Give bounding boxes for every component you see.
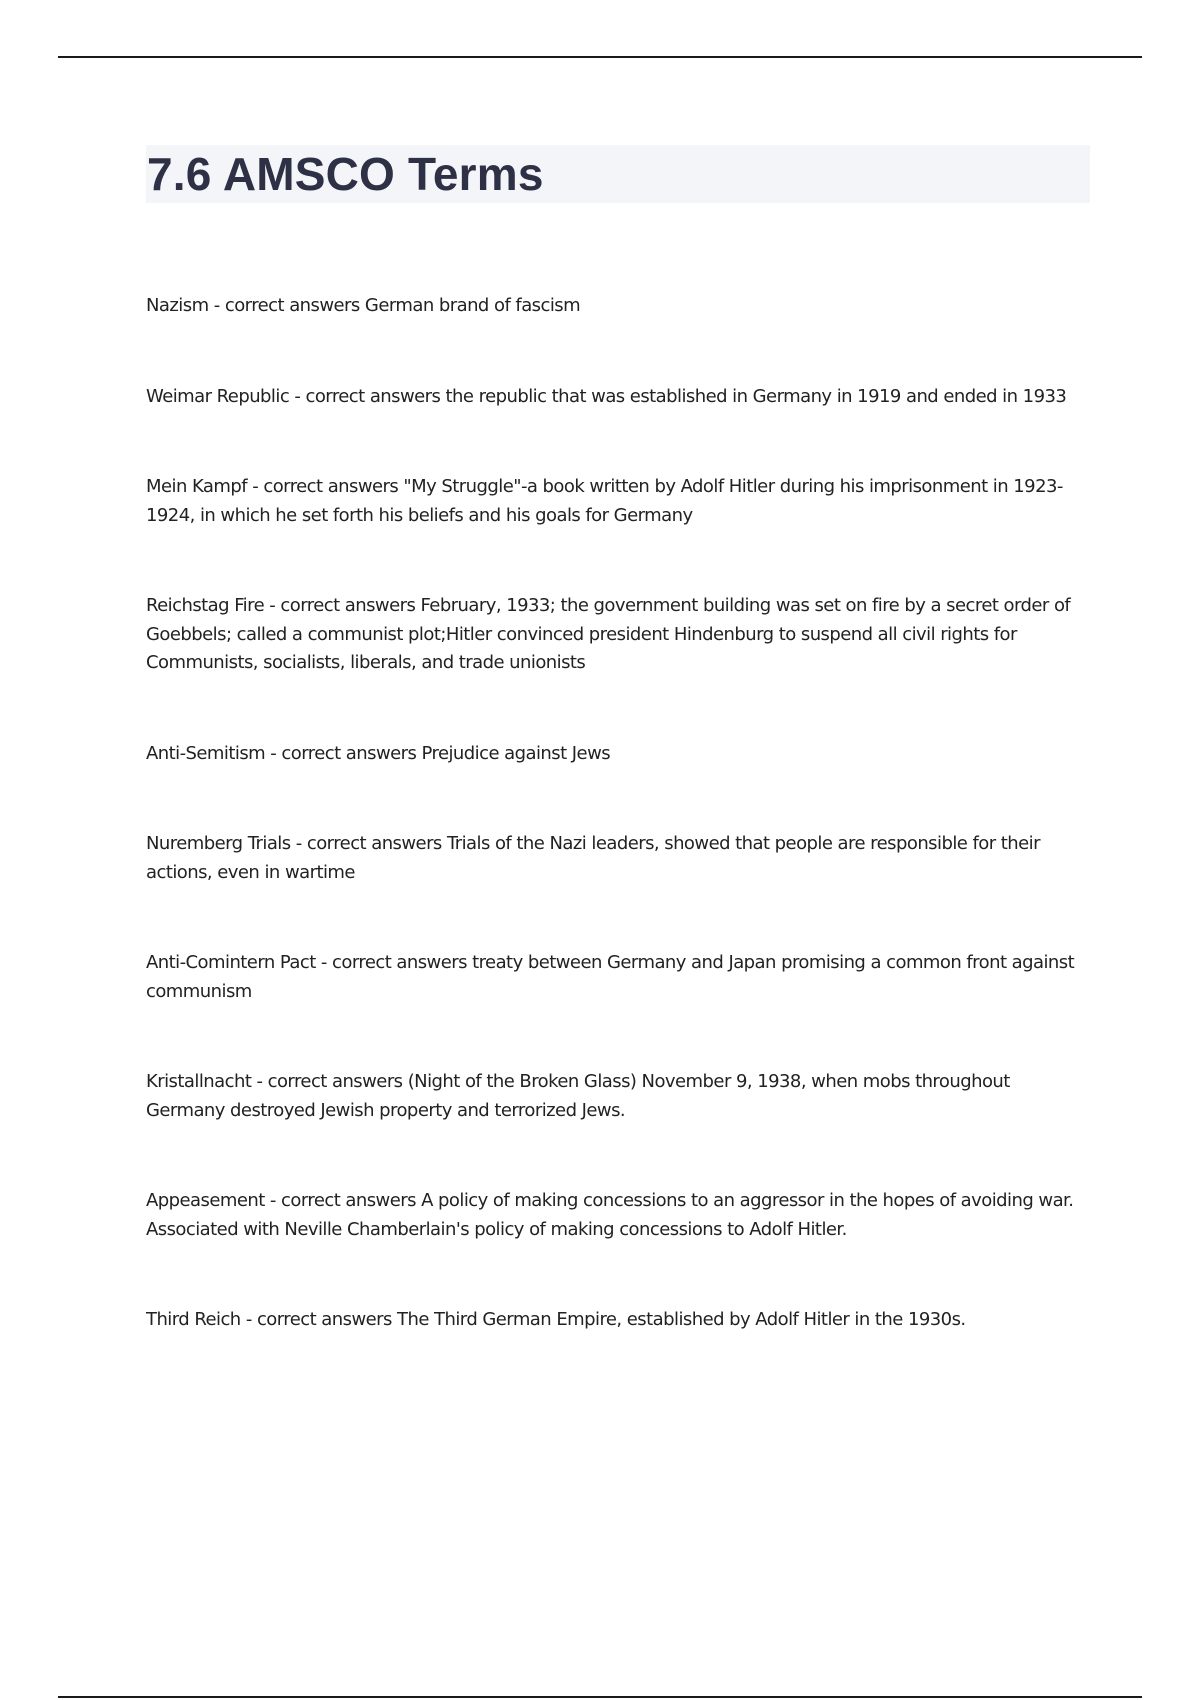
term-name: Kristallnacht <box>146 1071 252 1092</box>
term-answer: The Third German Empire, established by Adolf Hitler in the 1930s. <box>397 1309 966 1330</box>
term-separator: - correct answers <box>265 742 422 764</box>
term-answer: German brand of fascism <box>364 295 581 316</box>
term-separator: - correct answers <box>264 595 421 616</box>
term-name: Reichstag Fire <box>146 595 265 616</box>
term-answer: the republic that was established in Germany in 1919 and ended in 1933 <box>445 385 1067 407</box>
list-item <box>146 740 1086 769</box>
term-separator: - correct answers <box>247 476 404 497</box>
page-title: 7.6 AMSCO Terms <box>147 148 544 200</box>
term-name: Anti-Comintern Pact <box>146 952 316 973</box>
bottom-rule <box>58 1696 1142 1698</box>
term-name: Appeasement <box>146 1190 265 1211</box>
list-item <box>146 949 1086 1006</box>
list-item <box>146 292 1086 321</box>
term-answer: (Night of the Broken Glass) November 9, 1938, when mobs throughout Germany destroyed Jewish property and terrorized Jews. <box>146 1071 1010 1121</box>
terms-list <box>146 292 1086 1397</box>
list-item <box>146 830 1086 887</box>
term-name: Weimar Republic <box>146 385 290 407</box>
term-answer: Prejudice against Jews <box>421 742 611 764</box>
top-rule <box>58 56 1142 58</box>
title-banner <box>146 145 1090 203</box>
list-item <box>146 473 1086 530</box>
term-answer: "My Struggle"-a book written by Adolf Hitler during his imprisonment in 1923-1924, in which he set forth his beliefs and his goals for Germany <box>146 476 1063 526</box>
term-separator: - correct answers <box>251 1071 408 1092</box>
term-separator: - correct answers <box>240 1309 398 1330</box>
term-name: Nuremberg Trials <box>146 833 291 854</box>
term-name: Anti-Semitism <box>146 742 266 764</box>
term-separator: - correct answers <box>264 1190 422 1211</box>
term-separator: - correct answers <box>290 833 447 854</box>
term-separator: - correct answers <box>289 385 446 407</box>
list-item <box>146 1068 1086 1125</box>
list-item <box>146 592 1086 678</box>
term-name: Mein Kampf <box>146 476 248 497</box>
term-separator: - correct answers <box>315 952 473 973</box>
term-separator: - correct answers <box>208 295 365 316</box>
term-name: Nazism <box>146 295 209 316</box>
term-answer: Trials of the Nazi leaders, showed that people are responsible for their actions, even in wartime <box>146 833 1040 883</box>
term-answer: February, 1933; the government building was set on fire by a secret order of Goebbels; called a communist plot;Hitler convinced president Hindenburg to suspend all civil rights for Communists, socialists, liberals, and trade unionists <box>146 595 1071 673</box>
term-name: Third Reich <box>146 1309 241 1330</box>
list-item <box>146 383 1086 412</box>
term-answer: treaty between Germany and Japan promising a common front against communism <box>146 952 1075 1002</box>
term-answer: A policy of making concessions to an aggressor in the hopes of avoiding war. Associated with Neville Chamberlain's policy of making concessions to Adolf Hitler. <box>146 1190 1074 1240</box>
list-item <box>146 1187 1086 1244</box>
list-item <box>146 1306 1086 1335</box>
